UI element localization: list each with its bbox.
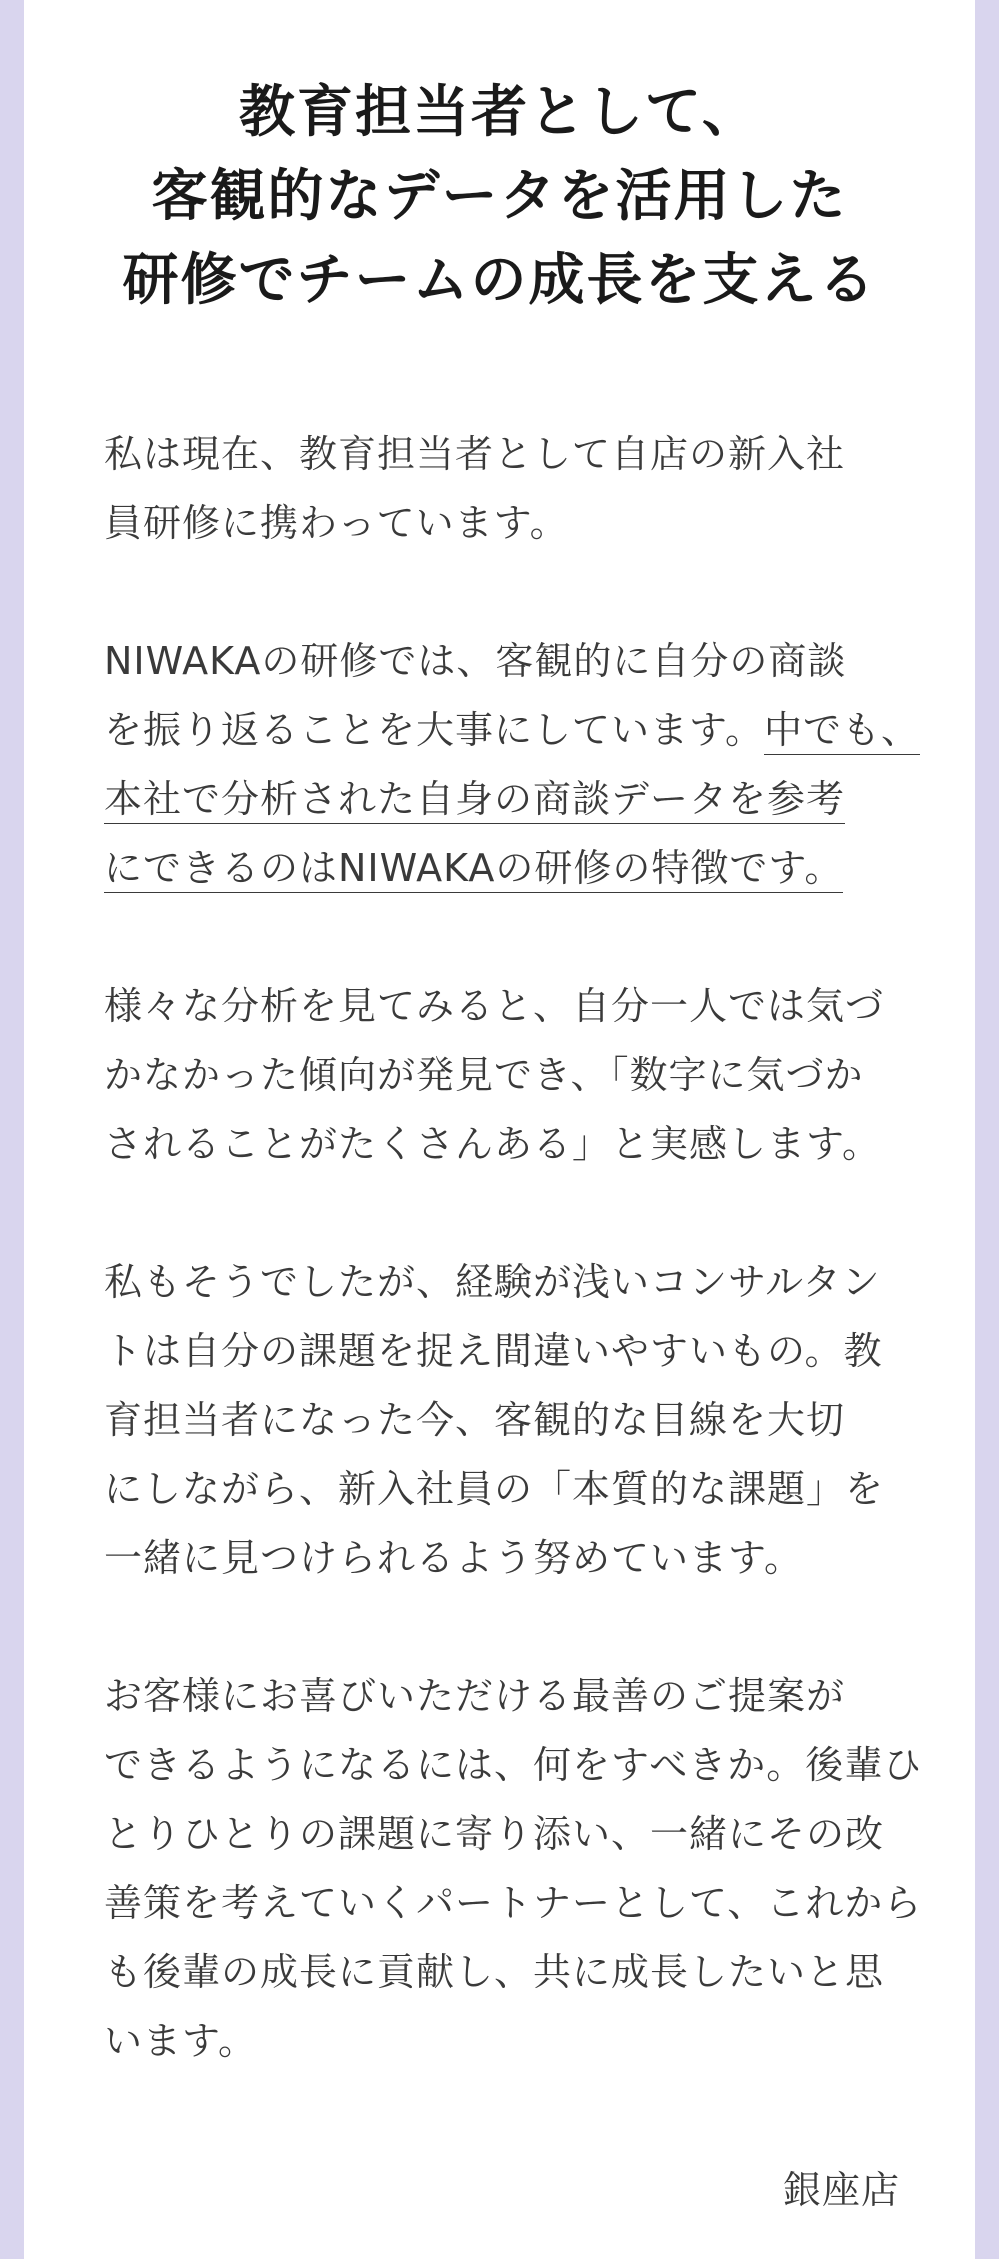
text-line: [104, 765, 924, 834]
text-line: かなかった傾向が発見でき、「数字に気づか: [104, 1053, 864, 1097]
text-line: 善策を考えていくパートナーとして、これから: [104, 1881, 923, 1925]
text-line: 員研修に携わっています。: [104, 501, 569, 545]
text-line: 育担当者になった今、客観的な目線を大切: [104, 1398, 846, 1442]
text-line: 様々な分析を見てみると、自分一人では気づ: [104, 984, 885, 1028]
text-line: います。: [104, 2019, 257, 2063]
text-line: トは自分の課題を捉え間違いやすいもの。教: [104, 1329, 883, 1373]
text-segment: を振り返ることを大事にしています。: [104, 708, 764, 752]
text-line: 私は現在、教育担当者として自店の新入社: [104, 432, 846, 476]
underlined-text: にできるのはNIWAKAの研修の特徴です。: [104, 846, 843, 893]
text-line: されることがたくさんある」と実感します。: [104, 1122, 881, 1166]
store-name: 銀座店: [782, 2168, 900, 2212]
underlined-text: 中でも、: [764, 708, 920, 755]
paragraph-5: [104, 1662, 924, 2076]
text-line: 一緒に見つけられるよう努めています。: [104, 1536, 803, 1580]
title-line: 研修でチームの成長を支える: [122, 247, 877, 313]
page-title: [24, 70, 975, 322]
paragraph-4: [104, 1248, 924, 1593]
article-card: [24, 0, 975, 2259]
text-line: も後輩の成長に貢献し、共に成長したいと思: [104, 1950, 885, 1994]
text-line: 私もそうでしたが、経験が浅いコンサルタン: [104, 1260, 881, 1304]
underlined-text: 本社で分析された自身の商談データを参考: [104, 777, 845, 824]
text-line: とりひとりの課題に寄り添い、一緒にその改: [104, 1812, 885, 1856]
text-line: できるようになるには、何をすべきか。後輩ひ: [104, 1743, 923, 1787]
text-line: NIWAKAの研修では、客観的に自分の商談: [104, 639, 847, 683]
paragraph-3: [104, 972, 924, 1179]
paragraph-1: [104, 420, 924, 558]
text-line: にしながら、新入社員の「本質的な課題」を: [104, 1467, 885, 1511]
text-line: [104, 834, 924, 903]
paragraph-2: [104, 627, 924, 903]
article-body: [104, 420, 924, 2145]
text-line: お客様にお喜びいただける最善のご提案が: [104, 1674, 846, 1718]
title-line: 客観的なデータを活用した: [151, 163, 848, 229]
text-line: [104, 696, 924, 765]
title-line: 教育担当者として、: [239, 79, 760, 145]
